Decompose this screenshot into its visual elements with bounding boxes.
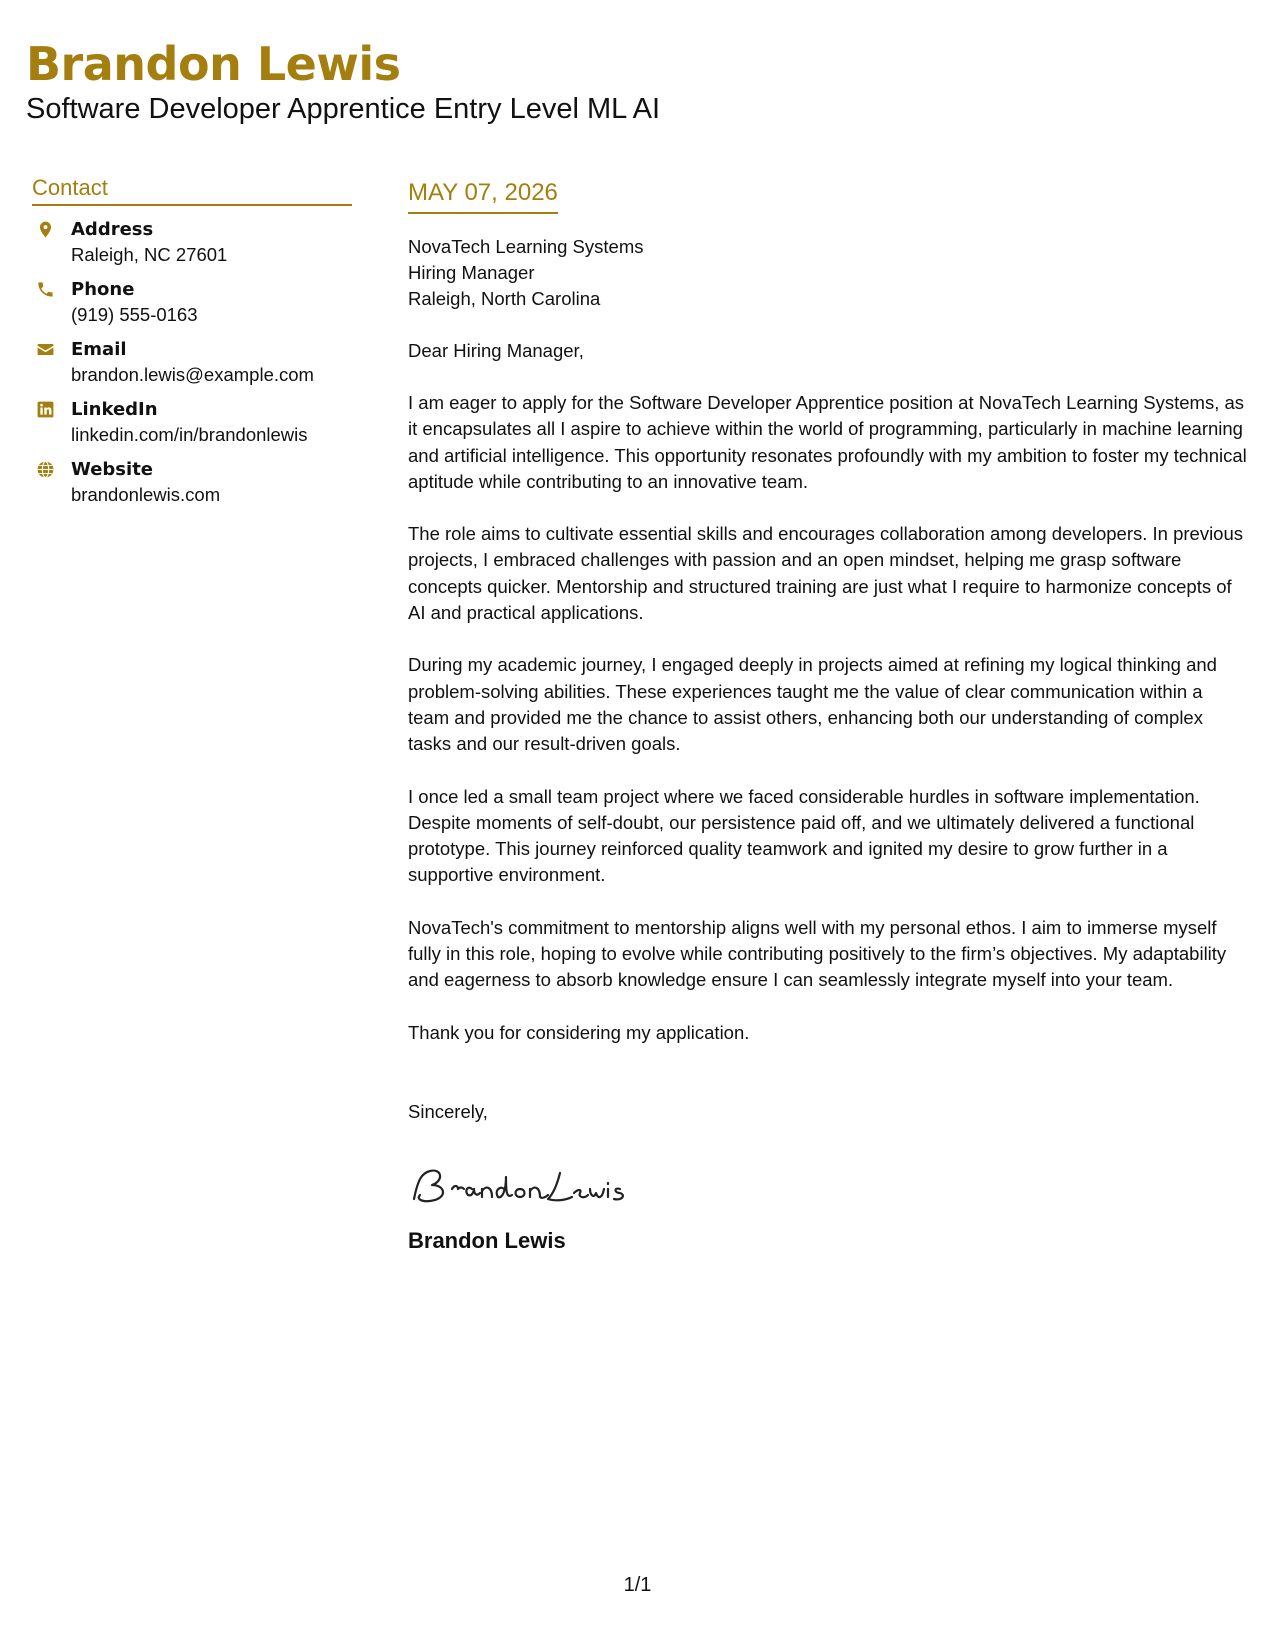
signature-graphic [408, 1159, 648, 1209]
contact-item-email [32, 338, 352, 387]
contact-item-linkedin [32, 398, 352, 447]
contact-heading: Contact [32, 174, 352, 206]
handwritten-signature [408, 1159, 1253, 1209]
contact-value-phone: (919) 555-0163 [71, 304, 198, 325]
contact-label-website: Website [71, 459, 154, 480]
closing: Sincerely, [408, 1100, 488, 1122]
contact-value-address: Raleigh, NC 27601 [71, 244, 228, 265]
letter-date-block [408, 178, 558, 214]
applicant-name: Brandon Lewis [26, 37, 401, 91]
letter-date: MAY 07, 2026 [408, 179, 558, 206]
linkedin-icon [34, 398, 56, 420]
contact-value-linkedin: linkedin.com/in/brandonlewis [71, 424, 308, 445]
letter-paragraph: I once led a small team project where we faced considerable hurdles in software implementation. Despite moments of self-doubt, our persistence paid off, and we ultimately delivered a functional prototype. This journey reinforced quality teamwork and ignited my desire to grow further in a supportive environment. [408, 785, 1200, 886]
letter-paragraph: NovaTech's commitment to mentorship aligns well with my personal ethos. I aim to immerse myself fully in this role, hoping to evolve while contributing positively to the firm’s objectives. My adaptability and eagerness to absorb knowledge ensure I can seamlessly integrate myself into your team. [408, 916, 1227, 991]
map-pin-icon [34, 218, 56, 240]
salutation: Dear Hiring Manager, [408, 340, 584, 361]
job-title: Software Developer Apprentice Entry Level ML AI [26, 93, 661, 125]
contact-label-phone: Phone [71, 279, 135, 300]
contact-sidebar [32, 174, 352, 518]
recipient-location: Raleigh, North Carolina [408, 288, 601, 309]
contact-item-address [32, 218, 352, 267]
recipient-block [408, 234, 1253, 312]
contact-label-email: Email [71, 339, 127, 360]
letter-paragraph: The role aims to cultivate essential skills and encourages collaboration among developers. In previous projects, I embraced challenges with passion and an open mindset, helping me grasp software concepts quicker. Mentorship and structured training are just what I require to harmonize concepts of AI and practical applications. [408, 523, 1244, 624]
contact-value-website: brandonlewis.com [71, 484, 221, 505]
contact-value-email: brandon.lewis@example.com [71, 364, 314, 385]
cover-letter-body [408, 178, 1253, 1255]
contact-label-address: Address [71, 219, 154, 240]
resume-header [26, 34, 660, 126]
contact-item-website [32, 458, 352, 507]
letter-paragraph: I am eager to apply for the Software Developer Apprentice position at NovaTech Learning Systems, as it encapsulates all I aspire to achieve within the world of programming, particularly in machine learning and artificial intelligence. This opportunity resonates profoundly with my ambition to foster my technical aptitude while contributing to an innovative team. [408, 392, 1247, 492]
page-number: 1/1 [623, 1574, 652, 1596]
recipient-role: Hiring Manager [408, 262, 535, 283]
phone-icon [34, 278, 56, 300]
globe-icon [34, 458, 56, 480]
letter-paragraph: During my academic journey, I engaged deeply in projects aimed at refining my logical thinking and problem-solving abilities. These experiences taught me the value of clear communication within a team and provided me the chance to assist others, enhancing both our understanding of complex tasks and our result-driven goals. [408, 654, 1217, 755]
letter-paragraph: Thank you for considering my application. [408, 1021, 750, 1043]
contact-item-phone [32, 278, 352, 327]
signer-name: Brandon Lewis [408, 1227, 566, 1253]
contact-label-linkedin: LinkedIn [71, 399, 158, 420]
envelope-icon [34, 338, 56, 360]
recipient-company: NovaTech Learning Systems [408, 236, 644, 257]
